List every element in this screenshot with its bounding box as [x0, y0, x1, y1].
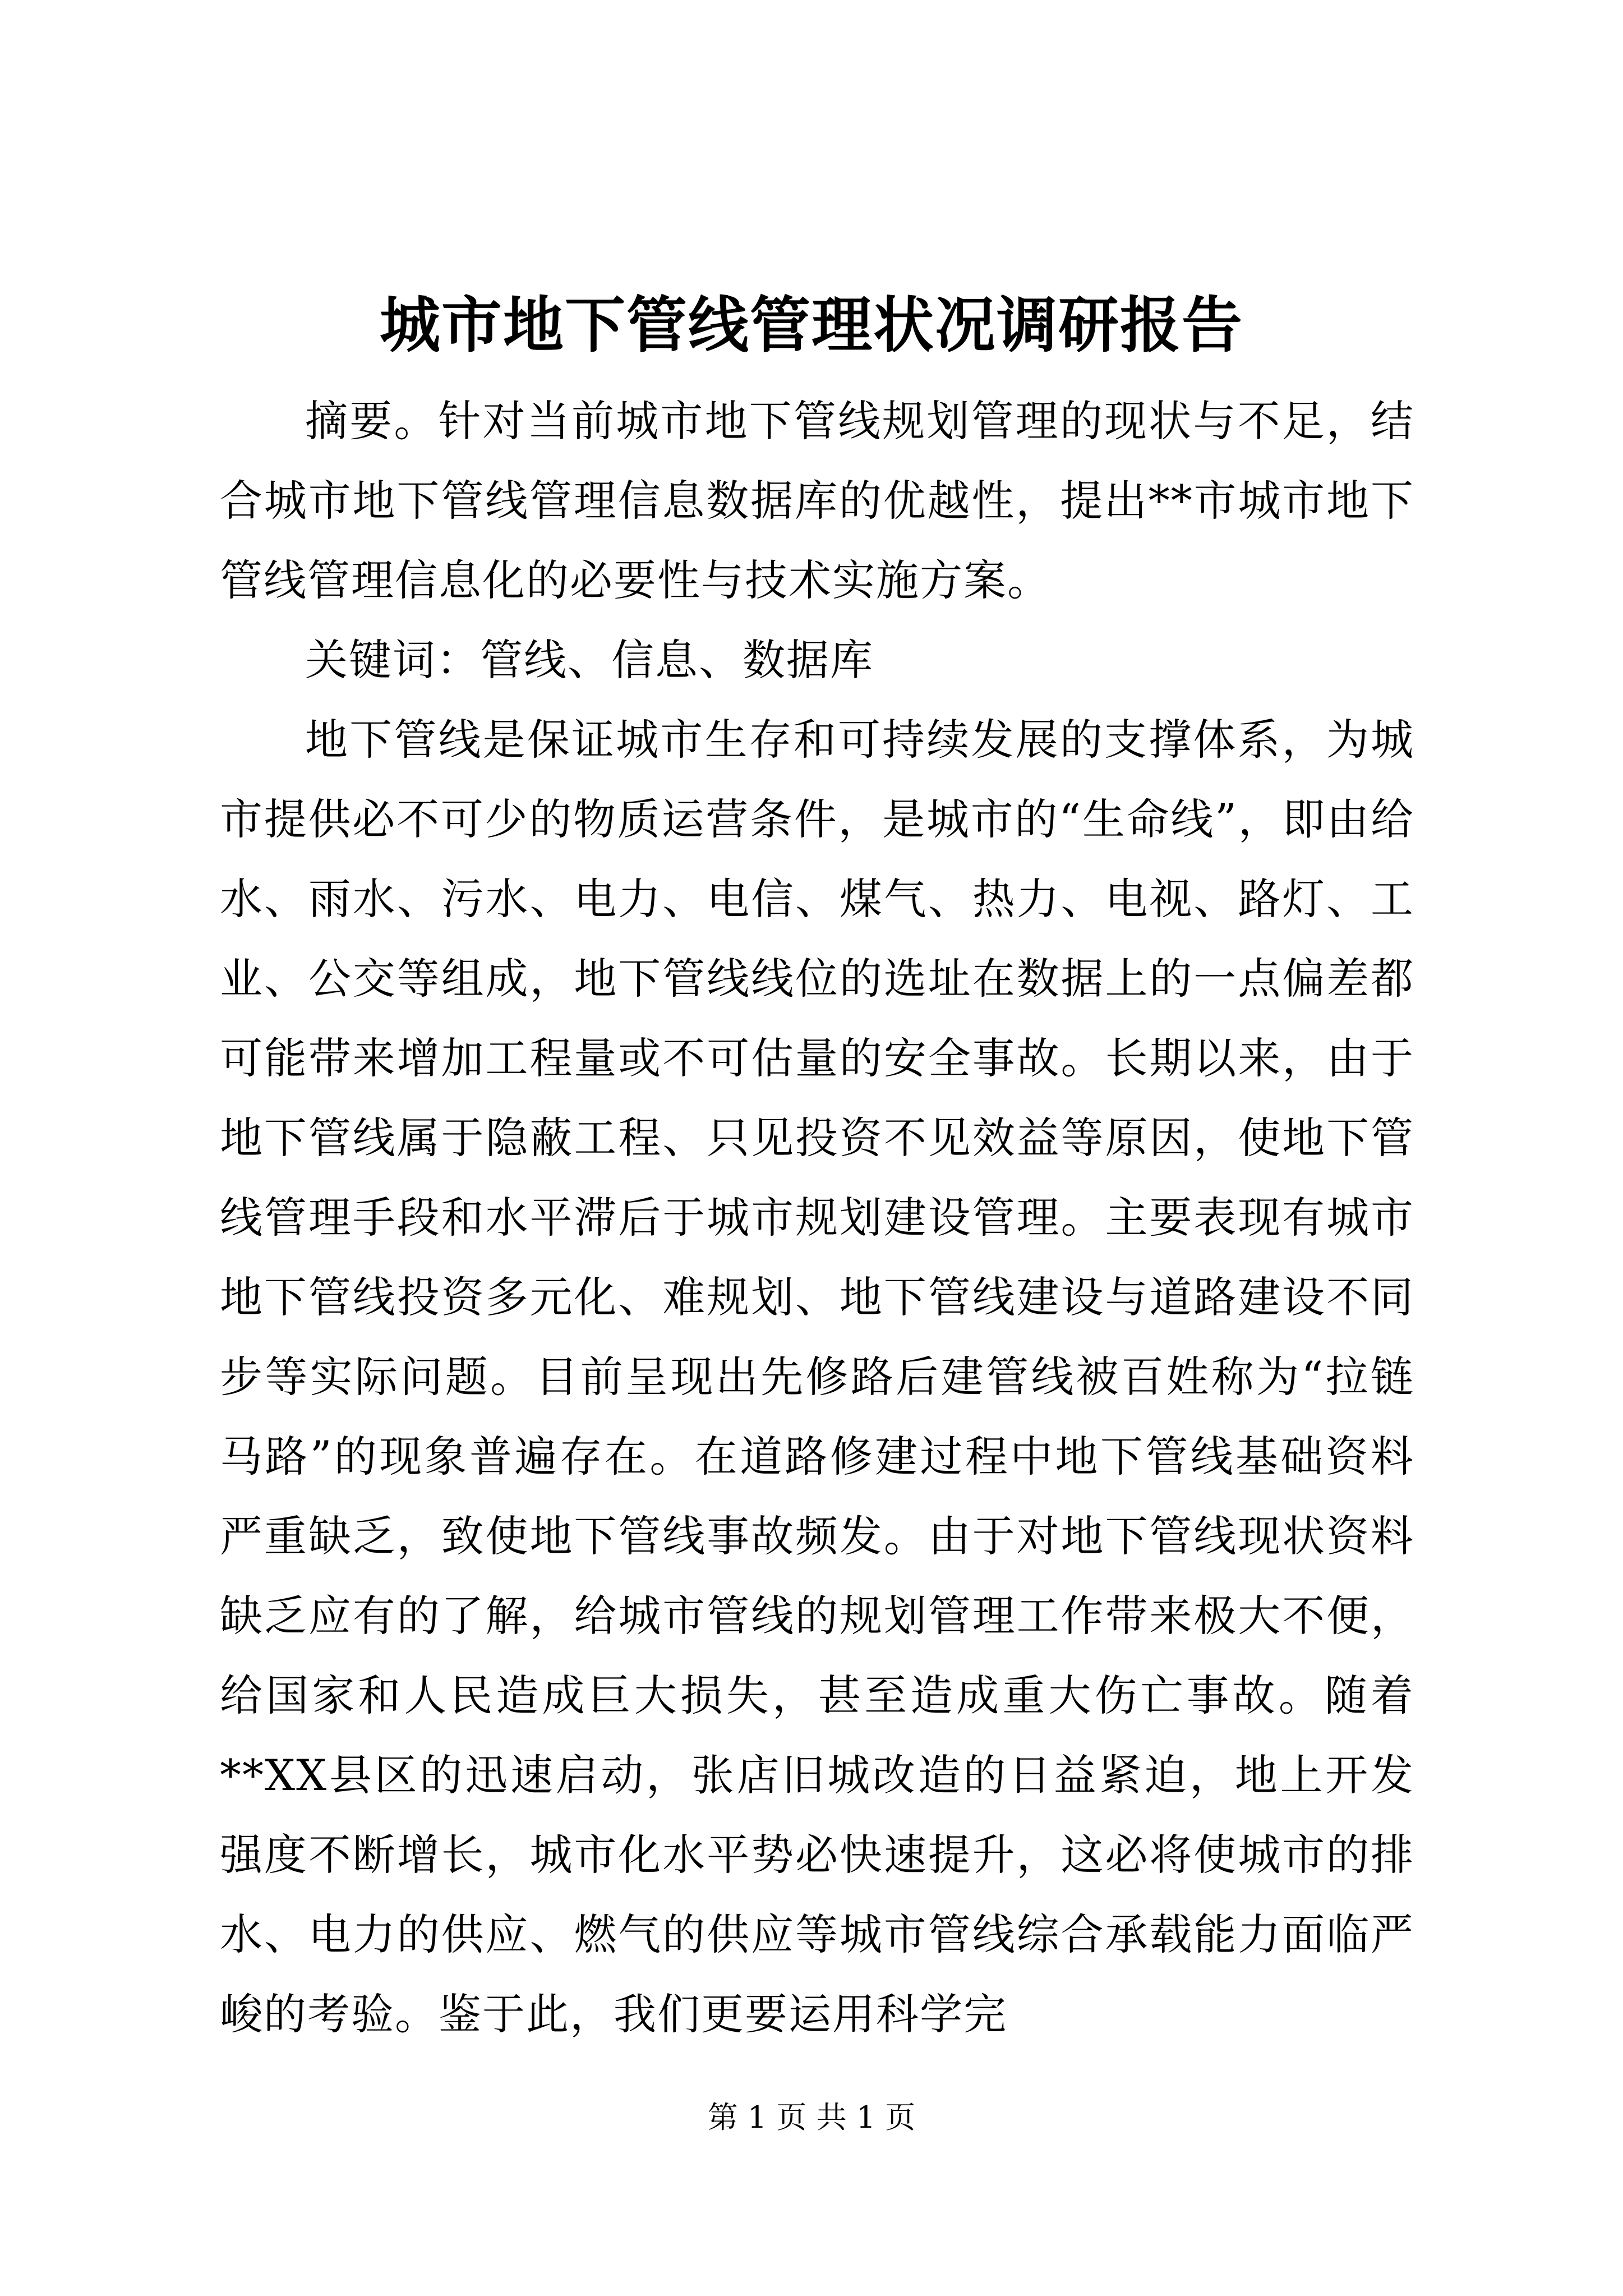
- abstract-paragraph: 摘要。针对当前城市地下管线规划管理的现状与不足，结合城市地下管线管理信息数据库的优越性，提出**市城市地下管线管理信息化的必要性与技术实施方案。: [220, 396, 1414, 605]
- document-title: 城市地下管线管理状况调研报告: [379, 290, 1243, 361]
- document-body: [220, 381, 1414, 2054]
- keywords-paragraph: 关键词：管线、信息、数据库: [305, 635, 874, 685]
- body-paragraph: 地下管线是保证城市生存和可持续发展的支撑体系，为城市提供必不可少的物质运营条件，是城市的“生命线”，即由给水、雨水、污水、电力、电信、煤气、热力、电视、路灯、工业、公交等组成，地下管线线位的选址在数据上的一点偏差都可能带来增加工程量或不可估量的安全事故。长期以来，由于地下管线属于隐蔽工程、只见投资不见效益等原因，使地下管线管理手段和水平滞后于城市规划建设管理。主要表现有城市地下管线投资多元化、难规划、地下管线建设与道路建设不同步等实际问题。目前呈现出先修路后建管线被百姓称为“拉链马路”的现象普遍存在。在道路修建过程中地下管线基础资料严重缺乏，致使地下管线事故频发。由于对地下管线现状资料缺乏应有的了解，给城市管线的规划管理工作带来极大不便，给国家和人民造成巨大损失，甚至造成重大伤亡事故。随着**XX县区的迅速启动，张店旧城改造的日益紧迫，地上开发强度不断增长，城市化水平势必快速提升，这必将使城市的排水、电力的供应、燃气的供应等城市管线综合承载能力面临严峻的考验。鉴于此，我们更要运用科学完: [220, 715, 1414, 2039]
- page-number-footer: 第 1 页 共 1 页: [707, 2100, 916, 2135]
